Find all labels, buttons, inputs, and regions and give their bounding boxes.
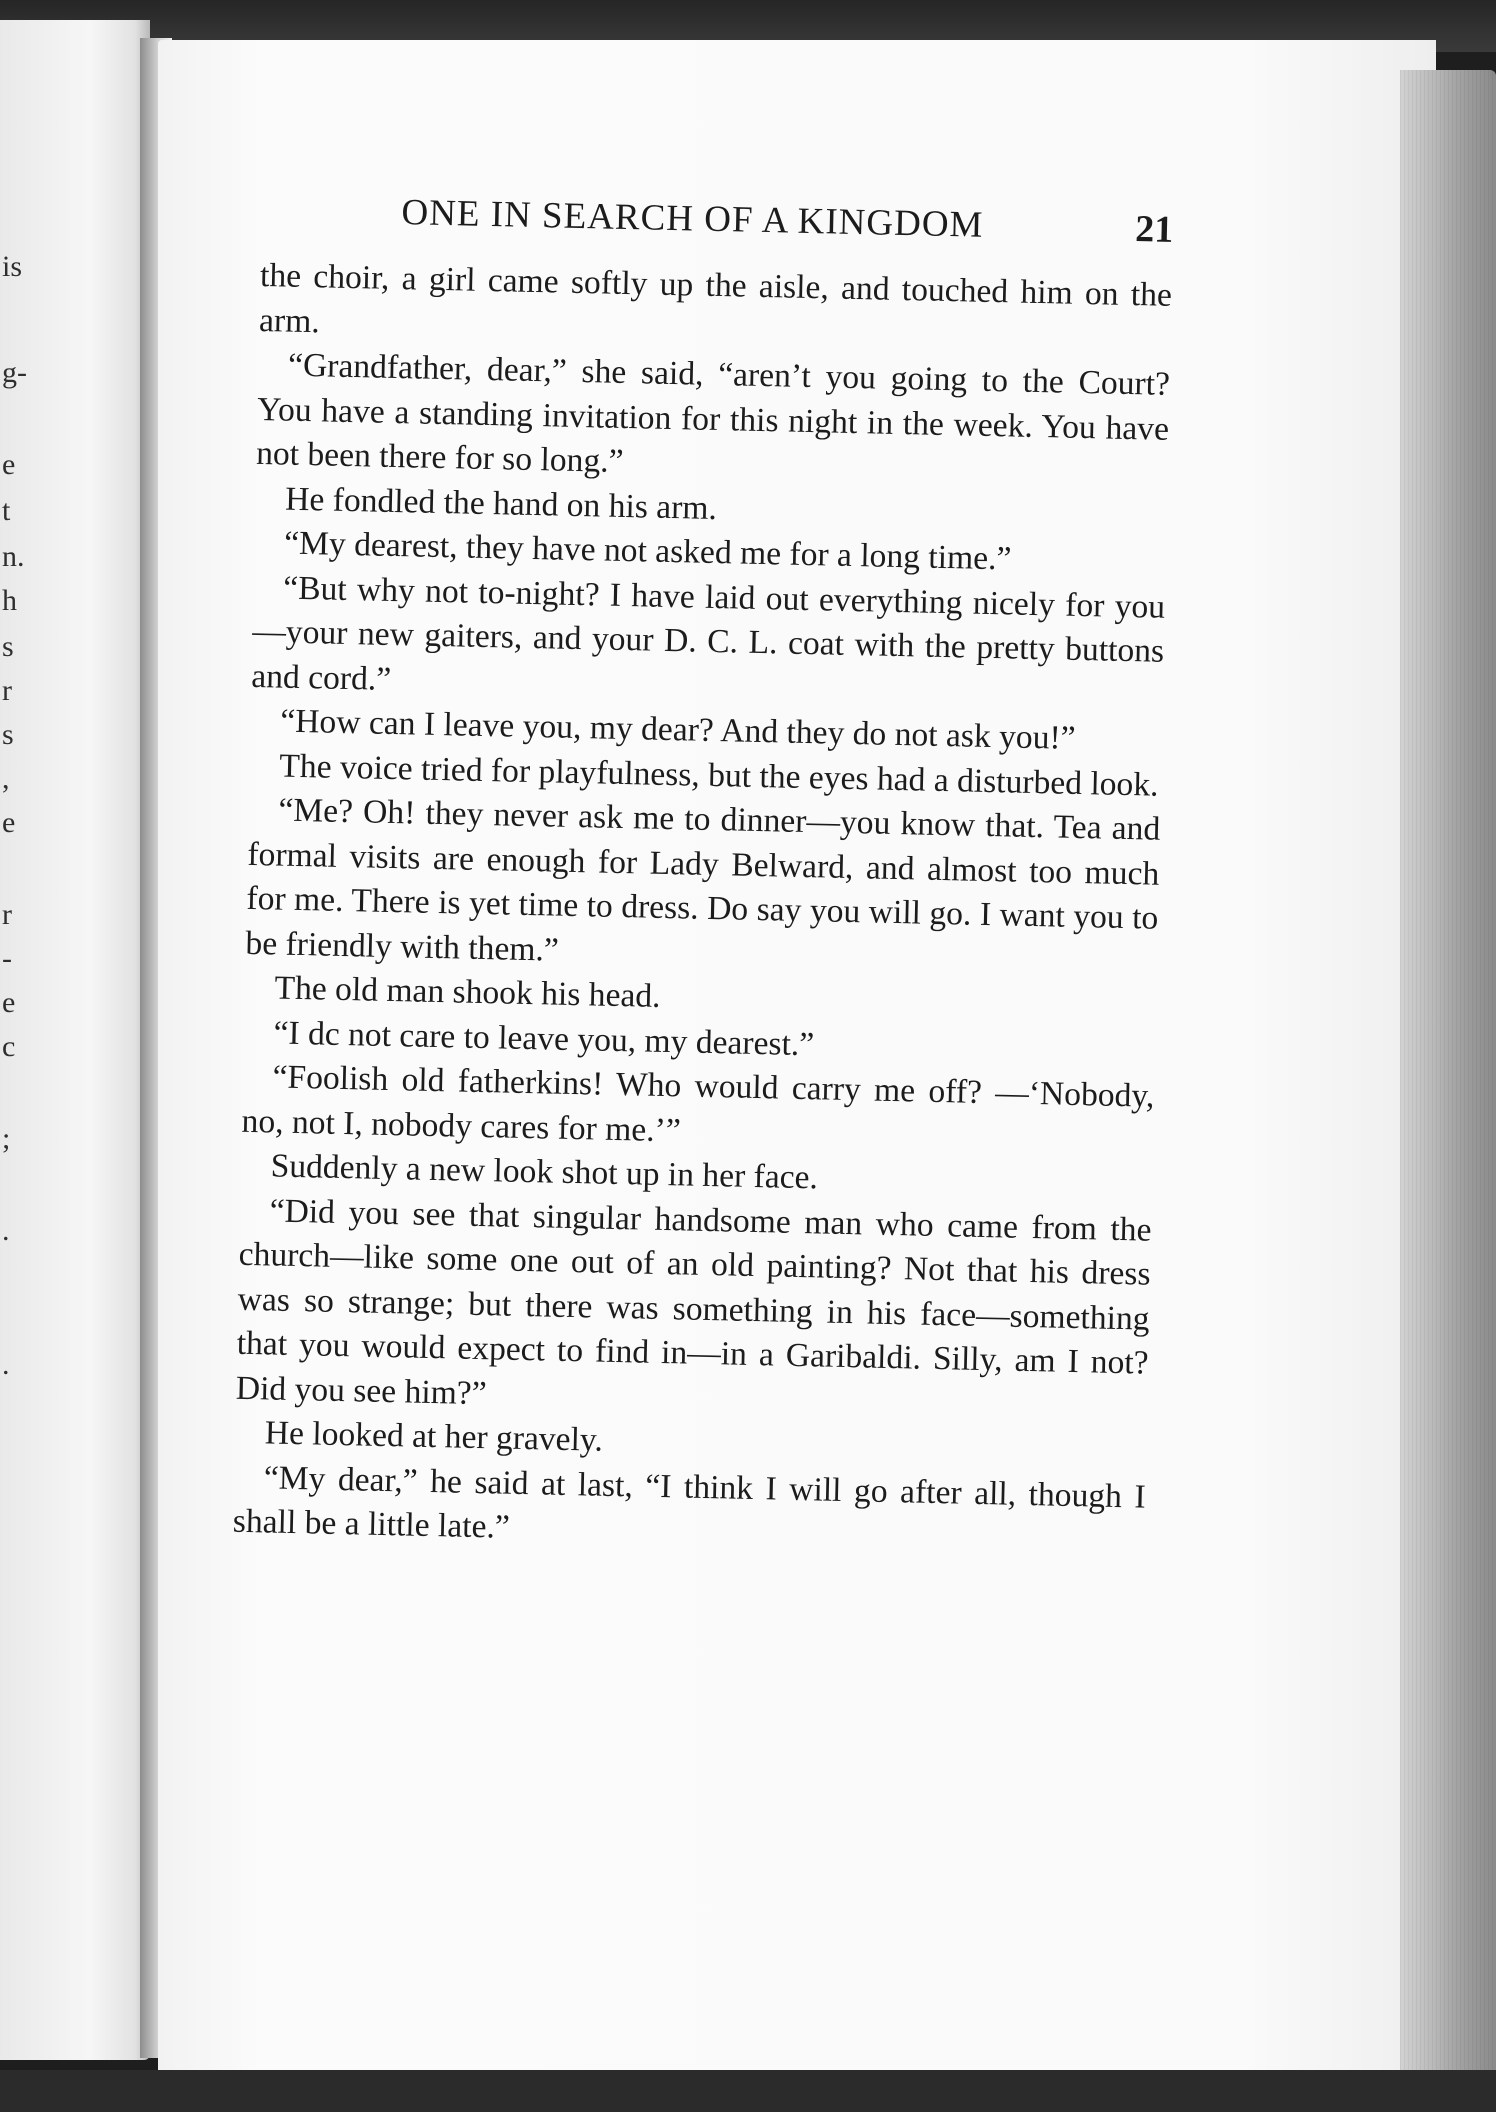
paragraph: “Me? Oh! they never ask me to dinner—you know that. Tea and formal visits are enough for Lady Belward, and almost too much for me. There is yet time to dress. Do say you will go. I want you to be friendly with them.” <box>245 791 1161 969</box>
page-text-block <box>232 188 1173 1564</box>
paragraph: “Foolish old fatherkins! Who would carry me off? —‘Nobody, no, not I, nobody cares for me.’” <box>241 1058 1155 1149</box>
previous-page-edge <box>0 20 150 2060</box>
left-fragment: e <box>2 986 16 1019</box>
paragraph: The voice tried for playfulness, but the eyes had a disturbed look. <box>279 747 1159 804</box>
paragraph: “Grandfather, dear,” she said, “aren’t you going to the Court? You have a standing invitation for this night in the week. You have not been there for so long.” <box>255 346 1171 480</box>
paragraph: He fondled the hand on his arm. <box>284 480 718 527</box>
left-fragment: . <box>2 1348 10 1381</box>
page-number: 21 <box>1134 208 1174 251</box>
left-fragment: t <box>2 494 11 527</box>
left-fragment: n. <box>2 540 25 573</box>
left-fragment: e <box>2 806 16 839</box>
paragraph: “But why not to-night? I have laid out everything nicely for you—your new gaiters, and your D. C. L. coat with the pretty buttons and cord.” <box>250 569 1166 698</box>
paragraph: He looked at her gravely. <box>264 1414 604 1459</box>
running-title: ONE IN SEARCH OF A KINGDOM <box>401 192 984 246</box>
page-block-fore-edge <box>1400 70 1496 2080</box>
left-fragment: . <box>2 1214 10 1247</box>
paragraph: The old man shook his head. <box>274 969 661 1015</box>
left-fragment: s <box>2 718 14 751</box>
paragraph: “Did you see that singular handsome man who came from the church—like some one out of an old painting? Not that his dress was so strange; but there was something in his face—something that you would expect to find in—in a Garibaldi. Silly, am I not? Did you see him?” <box>235 1191 1152 1412</box>
left-fragment: is <box>2 250 23 283</box>
previous-page-text-fragments <box>0 20 40 2060</box>
left-fragment: , <box>2 762 10 795</box>
left-fragment: ; <box>2 1122 11 1155</box>
left-fragment: h <box>2 584 17 617</box>
left-fragment: e <box>2 448 16 481</box>
scan-background-bottom <box>0 2070 1496 2112</box>
left-fragment: r <box>2 674 12 707</box>
left-fragment: s <box>2 630 14 663</box>
paragraph: “How can I leave you, my dear? And they do not ask you!” <box>279 702 1076 757</box>
paragraph: “I dc not care to leave you, my dearest.” <box>273 1013 815 1063</box>
left-fragment: c <box>2 1030 16 1063</box>
paragraph: “My dearest, they have not asked me for a long time.” <box>283 524 1012 578</box>
left-fragment: g- <box>2 356 27 389</box>
paragraph: the choir, a girl came softly up the aisle, and touched him on the arm. <box>258 256 1173 340</box>
paragraph: Suddenly a new look shot up in her face. <box>270 1147 819 1197</box>
left-fragment: r <box>2 898 12 931</box>
left-fragment: - <box>2 942 12 975</box>
paragraph: “My dear,” he said at last, “I think I will go after all, though I shall be a little late.” <box>232 1458 1147 1546</box>
